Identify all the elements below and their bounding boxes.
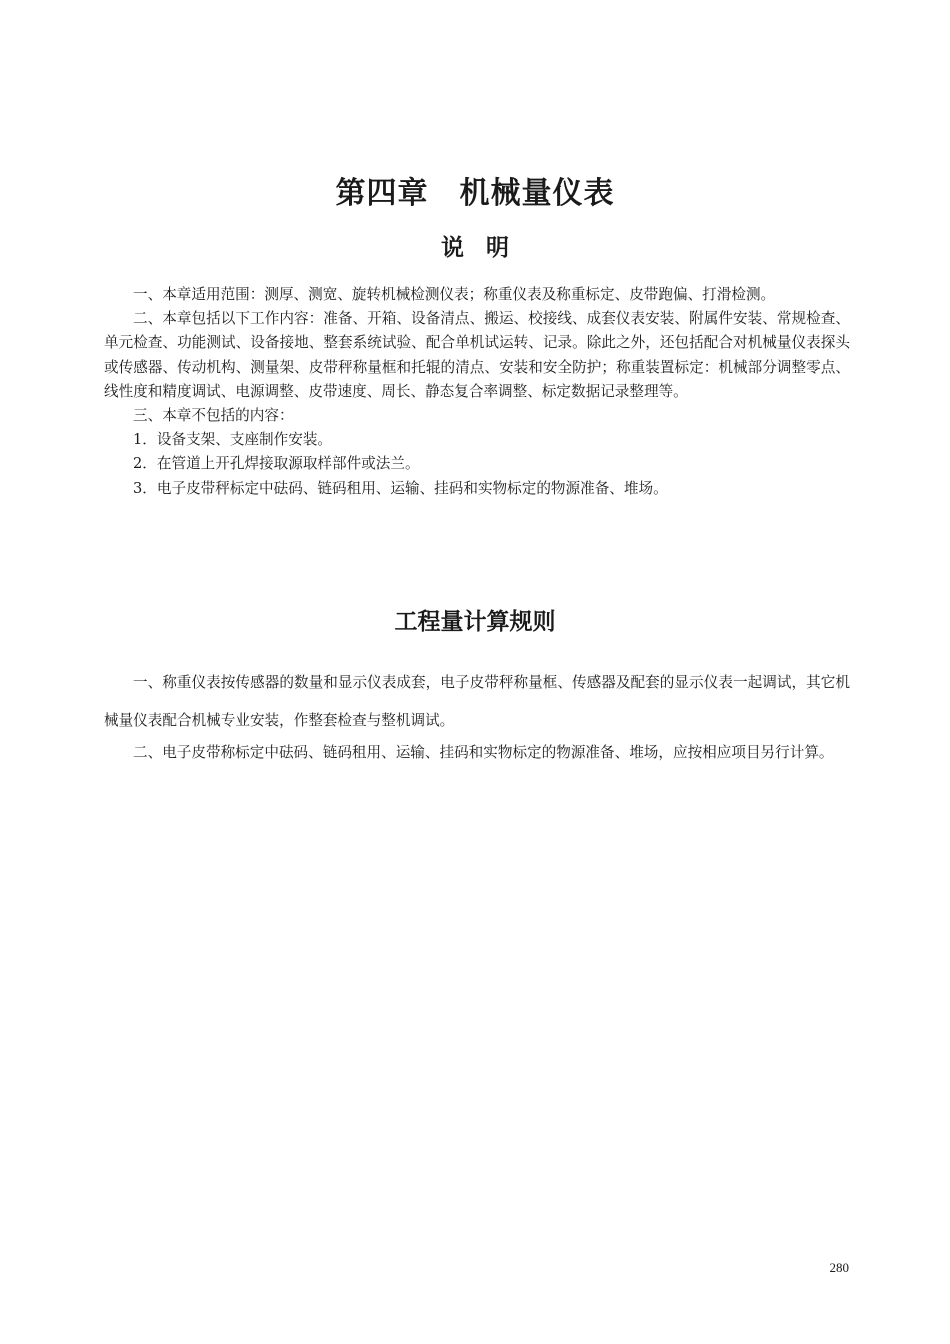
explanation-paragraph-scope: 一、本章适用范围：测厚、测宽、旋转机械检测仪表；称重仪表及称重标定、皮带跑偏、打滑检测。 — [133, 286, 776, 303]
rules-paragraph-2: 二、电子皮带称标定中砝码、链码租用、运输、挂码和实物标定的物源准备、堆场，应按相应项目另行计算。 — [133, 744, 834, 761]
explanation-paragraph-content: 二、本章包括以下工作内容：准备、开箱、设备清点、搬运、校接线、成套仪表安装、附属件安装、常规检查、单元检查、功能测试、设备接地、整套系统试验、配合单机试运转、记录。除此之外，还包括配合对机械量仪表探头或传感器、传动机构、测量架、皮带秤称量框和托辊的清点、安装和安全防护；称重装置标定：机械部分调整零点、线性度和精度调试、电源调整、皮带速度、周长、静态复合率调整、标定数据记录整理等。 — [104, 310, 850, 400]
page-number: 280 — [829, 1260, 849, 1275]
chapter-title: 第四章 机械量仪表 — [335, 176, 615, 211]
rules-paragraph-1: 一、称重仪表按传感器的数量和显示仪表成套，电子皮带秤称量框、传感器及配套的显示仪表一起调试，其它机械量仪表配合机械专业安装，作整套检查与整机调试。 — [104, 674, 850, 729]
rules-heading: 工程量计算规则 — [394, 608, 556, 635]
explanation-body — [104, 283, 850, 501]
explanation-heading: 说明 — [441, 234, 531, 261]
rules-body — [104, 664, 850, 765]
exclusion-item-3: 3．电子皮带秤标定中砝码、链码租用、运输、挂码和实物标定的物源准备、堆场。 — [133, 479, 668, 497]
explanation-paragraph-exclusions: 三、本章不包括的内容： — [133, 407, 294, 425]
exclusion-item-2: 2．在管道上开孔焊接取源取样部件或法兰。 — [133, 455, 420, 473]
exclusion-item-1: 1．设备支架、支座制作安装。 — [133, 431, 333, 449]
